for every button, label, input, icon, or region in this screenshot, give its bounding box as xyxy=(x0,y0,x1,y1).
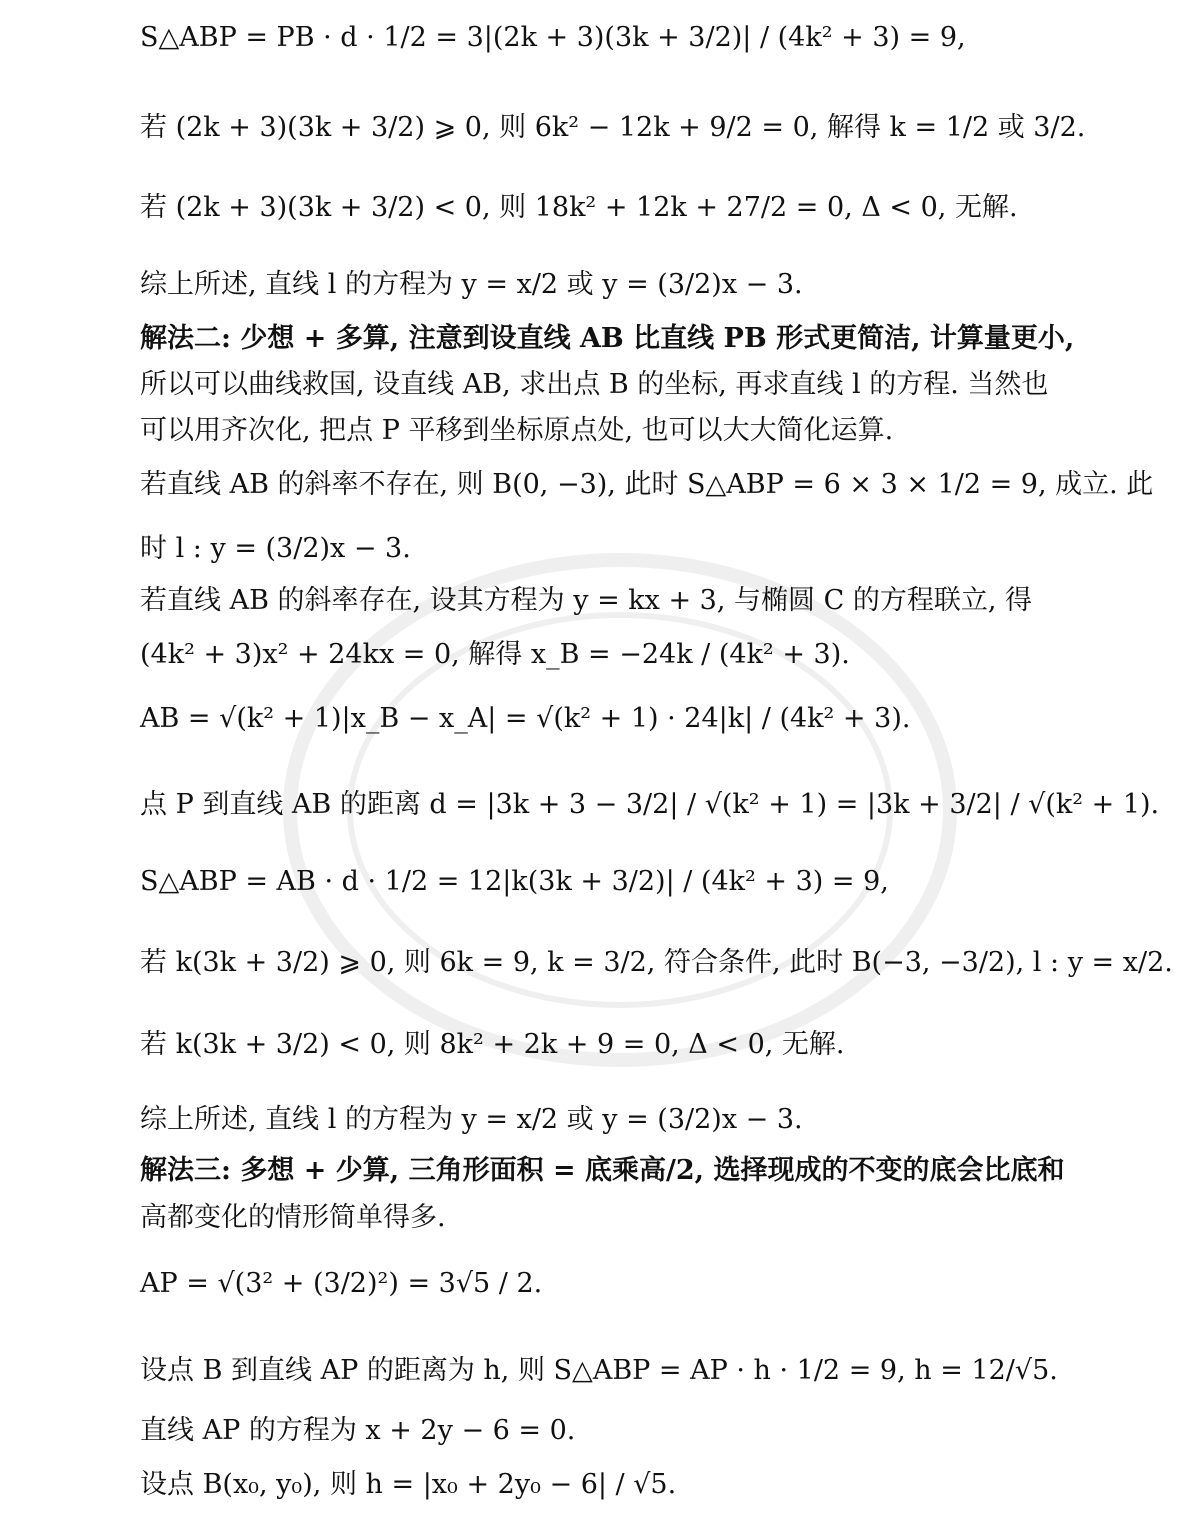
line-method-2-intro xyxy=(140,316,1074,355)
line-slope-undefined xyxy=(140,462,1153,501)
line-text: 若直线 AB 的斜率不存在, 则 B(0, −3), 此时 S△ABP = 6 × 3 × 1/2 = 9, 成立. 此 xyxy=(140,469,1154,500)
line-method-3-intro xyxy=(140,1148,1064,1187)
line-text: 若 k(3k + 3/2) < 0, 则 8k² + 2k + 9 = 0, Δ < 0, 无解. xyxy=(140,1029,845,1060)
line-case-neg-2 xyxy=(140,1022,845,1061)
line-l-equation xyxy=(140,526,411,565)
line-text: 点 P 到直线 AB 的距离 d = |3k + 3 − 3/2| / √(k² + 1) = |3k + 3/2| / √(k² + 1). xyxy=(140,789,1160,820)
line-text: AP = √(3² + (3/2)²) = 3√5 / 2. xyxy=(140,1268,543,1299)
line-text: 解法三: 多想 + 少算, 三角形面积 = 底乘高/2, 选择现成的不变的底会比底和 xyxy=(140,1155,1065,1186)
line-ab-length xyxy=(140,703,910,734)
line-method-2-text-2 xyxy=(140,362,1048,401)
line-text: 直线 AP 的方程为 x + 2y − 6 = 0. xyxy=(140,1415,576,1446)
line-text: 所以可以曲线救国, 设直线 AB, 求出点 B 的坐标, 再求直线 l 的方程. 当然也 xyxy=(140,369,1049,400)
line-area-formula-2 xyxy=(140,866,889,897)
line-case-neg xyxy=(140,185,1018,224)
line-method-2-text-3 xyxy=(140,408,893,447)
line-conclusion-1 xyxy=(140,262,803,301)
line-slope-exists xyxy=(140,578,1032,617)
line-text: 可以用齐次化, 把点 P 平移到坐标原点处, 也可以大大简化运算. xyxy=(140,415,894,446)
line-text: 若 k(3k + 3/2) ⩾ 0, 则 6k = 9, k = 3/2, 符合条件, 此时 B(−3, −3/2), l : y = x/2. xyxy=(140,947,1173,978)
line-text: S△ABP = AB · d · 1/2 = 12|k(3k + 3/2)| / (4k² + 3) = 9, xyxy=(140,866,889,897)
line-xb-solution xyxy=(140,632,850,671)
line-area-formula-1 xyxy=(140,22,966,53)
line-ap-equation xyxy=(140,1408,575,1447)
line-text: (4k² + 3)x² + 24kx = 0, 解得 x_B = −24k / (4k² + 3). xyxy=(140,639,850,670)
line-text: 设点 B 到直线 AP 的距离为 h, 则 S△ABP = AP · h · 1/2 = 9, h = 12/√5. xyxy=(140,1355,1058,1386)
line-height-h xyxy=(140,1348,1058,1387)
line-text: 若 (2k + 3)(3k + 3/2) < 0, 则 18k² + 12k + 27/2 = 0, Δ < 0, 无解. xyxy=(140,192,1018,223)
line-text: 若 (2k + 3)(3k + 3/2) ⩾ 0, 则 6k² − 12k + 9/2 = 0, 解得 k = 1/2 或 3/2. xyxy=(140,112,1086,143)
line-text: 解法二: 少想 + 多算, 注意到设直线 AB 比直线 PB 形式更简洁, 计算量更小, xyxy=(140,323,1075,354)
line-text: AB = √(k² + 1)|x_B − x_A| = √(k² + 1) · 24|k| / (4k² + 3). xyxy=(140,703,911,734)
line-case-nonneg xyxy=(140,105,1085,144)
line-distance-d xyxy=(140,782,1159,821)
line-point-b xyxy=(140,1462,676,1501)
line-text: 若直线 AB 的斜率存在, 设其方程为 y = kx + 3, 与椭圆 C 的方程联立, 得 xyxy=(140,585,1033,616)
line-text: 高都变化的情形简单得多. xyxy=(140,1202,446,1233)
line-text: 时 l : y = (3/2)x − 3. xyxy=(140,533,411,564)
line-conclusion-2 xyxy=(140,1097,803,1136)
line-method-3-text-2 xyxy=(140,1195,446,1234)
line-text: 综上所述, 直线 l 的方程为 y = x/2 或 y = (3/2)x − 3. xyxy=(140,269,803,300)
line-text: S△ABP = PB · d · 1/2 = 3|(2k + 3)(3k + 3/2)| / (4k² + 3) = 9, xyxy=(140,22,966,53)
line-text: 综上所述, 直线 l 的方程为 y = x/2 或 y = (3/2)x − 3. xyxy=(140,1104,803,1135)
line-ap-length xyxy=(140,1268,542,1299)
line-case-nonneg-2 xyxy=(140,940,1173,979)
line-text: 设点 B(x₀, y₀), 则 h = |x₀ + 2y₀ − 6| / √5. xyxy=(140,1469,677,1500)
